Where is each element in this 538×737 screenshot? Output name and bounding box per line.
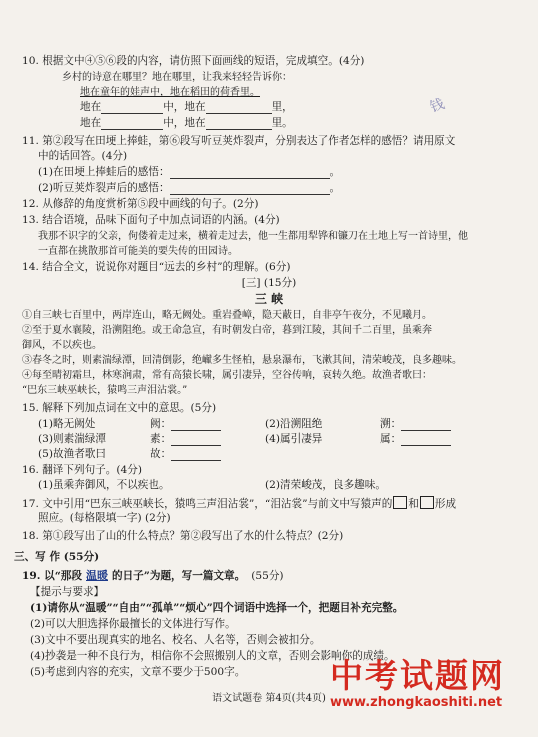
q13-sentence-2: 一直都在挑散那首可能美的要失传的田园诗。 <box>38 246 238 257</box>
q10-blank[interactable] <box>206 102 272 114</box>
handwritten-mark: 钱 <box>428 96 447 116</box>
q10-fill-line-1: 地在 中，地在 里， <box>80 101 293 113</box>
tip-2: (2)可以大胆选择你最擅长的文体进行写作。 <box>30 618 236 630</box>
q15-stem: 15. 解释下列加点词在文中的意思。(5分) <box>22 402 217 414</box>
q10-example-2: 地在童年的娃声中，地在稻田的荷香里。 <box>80 87 260 98</box>
page-footer: 语文试题卷 第4页(共4页) <box>212 693 326 704</box>
q15-item-4: (4)属引凄异 <box>265 433 323 445</box>
answer-blank[interactable] <box>170 183 330 195</box>
answer-blank[interactable] <box>171 449 221 461</box>
q10-example-1: 乡村的诗意在哪里？地在哪里，让我来轻轻告诉你： <box>62 72 292 83</box>
passage-para-1: ①自三峡七百里中，两岸连山，略无阙处。重岩叠嶂，隐天蔽日，自非亭午夜分，不见曦月。 <box>22 310 432 321</box>
q11-answer-1: (1)在田埂上捧蛙后的感悟： 。 <box>38 166 341 178</box>
tip-1: (1)请你从“温暖”“自由”“孤单”“烦心”四个词语中选择一个，把题目补充完整。 <box>30 602 404 614</box>
answer-box[interactable] <box>420 496 434 509</box>
answer-blank[interactable] <box>401 419 451 431</box>
q18-stem: 18. 第①段写出了山的什么特点？第②段写出了水的什么特点？(2分) <box>22 530 344 542</box>
writing-section-header: 三、写 作 (55分) <box>14 551 100 563</box>
tip-5: (5)考虑到内容的充实，文章不要少于500字。 <box>30 666 246 678</box>
q11-stem-2: 中的话回答。(4分) <box>38 150 128 162</box>
watermark-url: www.zhongkaoshiti.net <box>330 695 503 710</box>
q19-prompt: 19. 以“那段 温暖 的日子”为题，写一篇文章。 (55分) <box>22 569 284 582</box>
passage-para-4-cont: “巴东三峡巫峡长，猿鸣三声泪沾裳。” <box>22 385 188 396</box>
q13-stem: 13. 结合语境，品味下面句子中加点词语的内涵。(4分) <box>22 214 280 226</box>
answer-blank[interactable] <box>170 167 330 179</box>
passage-para-4: ④每至晴初霜旦，林寒涧肃，常有高猿长啸，属引凄异，空谷传响，哀转久绝。故渔者歌曰： <box>22 370 432 381</box>
tip-4: (4)抄袭是一种不良行为，相信你不会照搬别人的文章，否则会影响你的成绩。 <box>30 650 395 662</box>
passage-para-2-cont: 御风，不以疾也。 <box>22 340 102 351</box>
section-header: [三] (15分) <box>241 277 297 289</box>
q11-stem-1: 11. 第②段写在田埂上捧蛙，第⑥段写听豆荚炸裂声，分别表达了作者怎样的感悟？请用原文 <box>22 135 456 147</box>
q10-stem: 10. 根据文中④⑤⑥段的内容，请仿照下面画线的短语，完成填空。(4分) <box>22 55 365 67</box>
answer-blank[interactable] <box>401 434 451 446</box>
q17-stem-2: 照应。(每格限填一字) (2分) <box>38 512 171 524</box>
q13-sentence-1: 我那不识字的父亲，佝偻着走过来，横着走过去，他一生都用犁铧和镰刀在土地上写一首诗里，他 <box>38 231 468 242</box>
passage-para-2: ②至于夏水襄陵，沿溯阻绝。或王命急宣，有时朝发白帝，暮到江陵，其间千二百里，虽乘奔 <box>22 325 432 336</box>
q16-sentence-2: (2)清荣峻茂，良多趣味。 <box>265 479 386 491</box>
q15-item-1-word: 阙： <box>150 418 221 431</box>
q15-item-5-word: 故： <box>150 448 221 461</box>
answer-box[interactable] <box>393 496 407 509</box>
q10-fill-line-2: 地在 中，地在 里。 <box>80 117 293 129</box>
passage-title: 三 峡 <box>254 292 284 306</box>
q10-blank[interactable] <box>101 118 163 130</box>
q15-item-2-word: 溯： <box>380 418 451 431</box>
handwritten-answer: 温暖 <box>86 569 108 582</box>
q12-stem: 12. 从修辞的角度赏析第⑤段中画线的句子。(2分) <box>22 198 259 210</box>
tips-header: 【提示与要求】 <box>30 586 105 598</box>
answer-blank[interactable] <box>171 419 221 431</box>
q15-item-4-word: 属： <box>380 433 451 446</box>
q15-item-1: (1)略无阙处 <box>38 418 96 430</box>
q16-sentence-1: (1)虽乘奔御风，不以疾也。 <box>38 479 170 491</box>
tip-3: (3)文中不要出现真实的地名、校名、人名等，否则会被扣分。 <box>30 634 321 646</box>
q14-stem: 14. 结合全文，说说你对题目“远去的乡村”的理解。(6分) <box>22 261 291 273</box>
q15-item-3: (3)则素湍绿潭 <box>38 433 106 445</box>
q15-item-5: (5)故渔者歌曰 <box>38 448 106 460</box>
q10-blank[interactable] <box>101 102 163 114</box>
q11-answer-2: (2)听豆荚炸裂声后的感悟： 。 <box>38 182 341 194</box>
passage-para-3: ③春冬之时，则素湍绿潭，回清倒影，绝𪩘多生怪柏，悬泉瀑布，飞漱其间，清荣峻茂，良多趣味。 <box>22 355 462 366</box>
q10-blank[interactable] <box>206 118 272 130</box>
q15-item-2: (2)沿溯阻绝 <box>265 418 323 430</box>
answer-blank[interactable] <box>171 434 221 446</box>
q16-stem: 16. 翻译下列句子。(4分) <box>22 464 142 476</box>
q15-item-3-word: 素： <box>150 433 221 446</box>
q17-stem: 17. 文中引用“巴东三峡巫峡长，猿鸣三声泪沾裳”，“泪沾裳”与前文中写猿声的 和 形成 <box>22 498 457 510</box>
watermark-logo: 中考试题网 <box>330 656 505 695</box>
